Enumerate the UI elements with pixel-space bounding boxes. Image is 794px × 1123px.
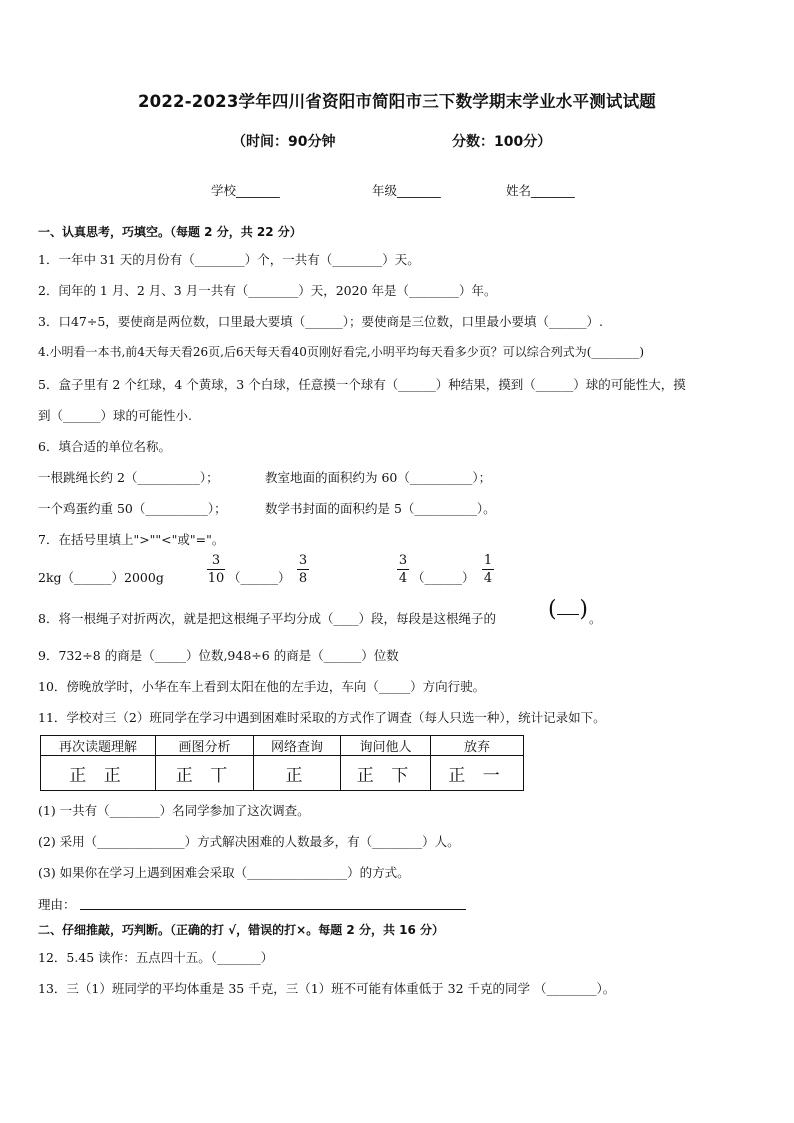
- tally-cell: 正 正: [41, 756, 156, 791]
- question-11-1: (1) 一共有（________）名同学参加了这次调查。: [38, 803, 310, 818]
- question-11-2: (2) 采用（______________）方式解决困难的人数最多，有（________）人。: [38, 834, 460, 849]
- question-4: 4.小明看一本书,前4天每天看26页,后6天每天看40页刚好看完,小明平均每天看多少页？可以综合列式为(________): [38, 345, 645, 359]
- table-header: 网络查询: [254, 736, 341, 756]
- school-field[interactable]: 学校_______: [211, 183, 280, 198]
- question-7a: 2kg（______）2000g: [38, 570, 164, 585]
- tally-cell: 正 一: [431, 756, 524, 791]
- fraction-3-8: 3 8: [298, 553, 308, 586]
- question-5-line-1: 5．盒子里有 2 个红球，4 个黄球，3 个白球，任意摸一个球有（______）种结果，摸到（______）球的可能性大，摸: [38, 377, 686, 392]
- question-11-3: (3) 如果你在学习上遇到困难会采取（________________）的方式。: [38, 865, 410, 880]
- fraction-answer-bracket: ( ): [548, 597, 588, 622]
- page-title: 2022-2023学年四川省资阳市简阳市三下数学期末学业水平测试试题: [138, 92, 656, 111]
- question-6: 6．填合适的单位名称。: [38, 439, 171, 454]
- grade-field[interactable]: 年级_______: [372, 183, 441, 198]
- question-6b: 教室地面的面积约为 60（__________）；: [265, 470, 492, 485]
- fraction-3-10: 3 10: [207, 553, 225, 586]
- table-header: 再次读题理解: [41, 736, 156, 756]
- tally-cell: 正: [254, 756, 341, 791]
- table-header: 画图分析: [156, 736, 254, 756]
- question-8-end: 。: [589, 611, 602, 626]
- reason-answer-line[interactable]: [80, 909, 466, 910]
- question-11: 11．学校对三（2）班同学在学习中遇到困难时采取的方式作了调查（每人只选一种），统计记录如下。: [38, 710, 606, 725]
- table-header: 询问他人: [341, 736, 431, 756]
- name-field[interactable]: 姓名_______: [506, 183, 575, 198]
- section-2-heading: 二、仔细推敲，巧判断。（正确的打 √，错误的打×。每题 2 分，共 16 分）: [38, 923, 444, 937]
- tally-cell: 正 下: [341, 756, 431, 791]
- question-3: 3．口47÷5，要使商是两位数，口里最大要填（______）；要使商是三位数，口里最小要填（______）.: [38, 314, 604, 329]
- fraction-3-4: 3 4: [398, 553, 408, 586]
- question-2: 2．闰年的 1 月、2 月、3 月一共有（________）天，2020 年是（________）年。: [38, 283, 497, 298]
- question-6c: 一个鸡蛋约重 50（__________）；: [38, 501, 227, 516]
- reason-label: 理由：: [38, 897, 76, 912]
- tally-cell: 正 丅: [156, 756, 254, 791]
- question-6d: 数学书封面的面积约是 5（__________）。: [265, 501, 496, 516]
- question-10: 10．傍晚放学时，小华在车上看到太阳在他的左手边，车向（_____）方向行驶。: [38, 679, 486, 694]
- question-7b-blank: （______）: [228, 570, 291, 585]
- question-8: 8．将一根绳子对折两次，就是把这根绳子平均分成（____）段，每段是这根绳子的: [38, 611, 496, 626]
- question-5-line-2: 到（______）球的可能性小.: [38, 408, 192, 423]
- question-1: 1．一年中 31 天的月份有（________）个，一共有（________）天。: [38, 252, 420, 267]
- exam-score: 分数：100分）: [452, 134, 552, 150]
- section-1-heading: 一、认真思考，巧填空。（每题 2 分，共 22 分）: [38, 225, 302, 239]
- question-9: 9．732÷8 的商是（_____）位数,948÷6 的商是（______）位数: [38, 648, 399, 663]
- tally-table: [40, 735, 524, 791]
- table-header: 放弃: [431, 736, 524, 756]
- question-7c-blank: （______）: [412, 570, 475, 585]
- fraction-1-4: 1 4: [483, 553, 493, 586]
- question-12: 12．5.45 读作：五点四十五。（_______）: [38, 950, 274, 965]
- exam-time: （时间：90分钟: [232, 134, 336, 150]
- question-7: 7．在括号里填上">""<"或"="。: [38, 532, 225, 547]
- question-6a: 一根跳绳长约 2（__________）；: [38, 470, 219, 485]
- question-13: 13．三（1）班同学的平均体重是 35 千克，三（1）班不可能有体重低于 32 千克的同学 （________）。: [38, 981, 616, 996]
